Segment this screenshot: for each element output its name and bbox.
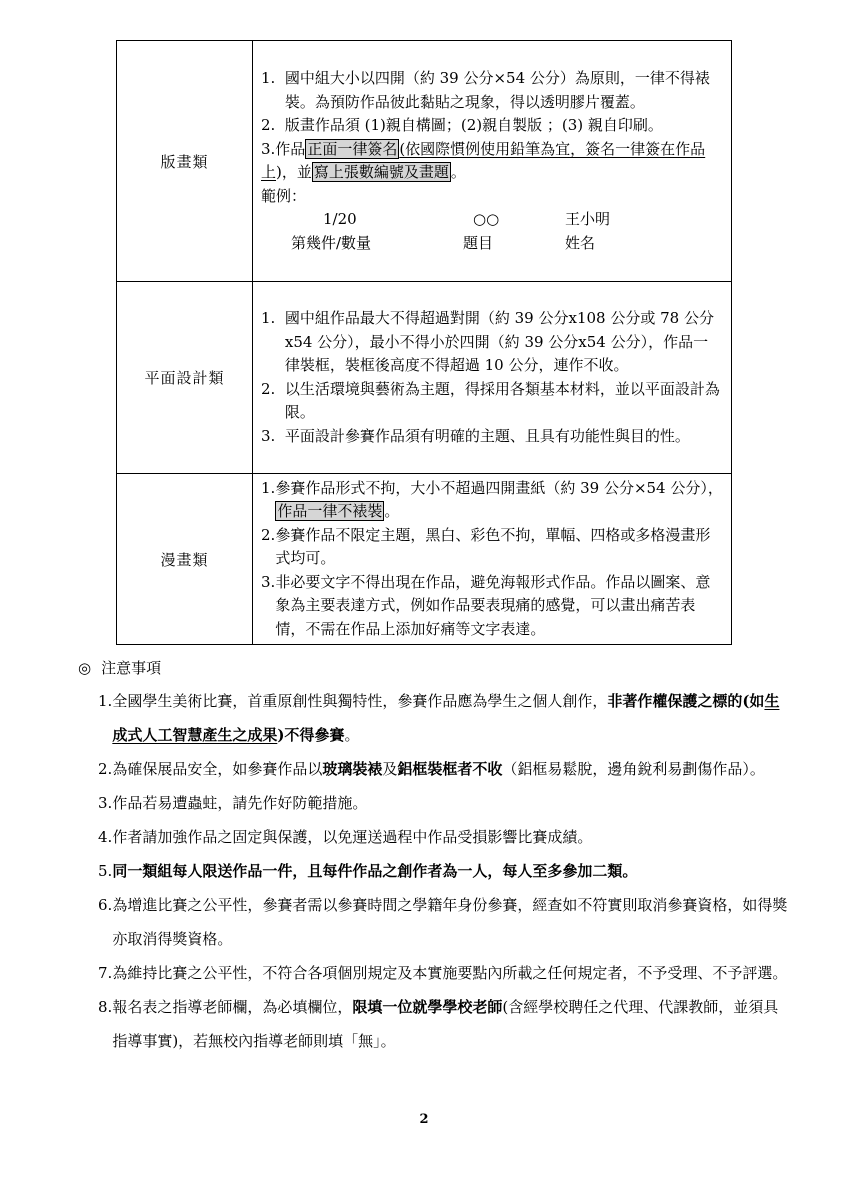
notes-list <box>98 684 788 1058</box>
note-6: 6. 為增進比賽之公平性，參賽者需以參賽時間之學籍年身份參賽，經查如不符實則取消參賽資格，如得獎亦取消得獎資格。 <box>98 896 788 948</box>
no-mounting-highlight: 作品一律不裱裝 <box>277 502 383 521</box>
example-values: 1/20 ○○ 王小明 <box>323 210 611 228</box>
comic-category: 漫畫類 <box>117 474 253 645</box>
notes-heading <box>78 657 161 678</box>
comic-rule-1: 1. 參賽作品形式不拘，大小不超過四開畫紙（約 39 公分×54 公分），作品一律不裱裝 。 <box>261 478 723 521</box>
note-7: 7. 為維持比賽之公平性，不符合各項個別規定及本實施要點內所載之任何規定者，不予受理、不予評選。 <box>98 964 788 982</box>
note-4: 4. 作者請加強作品之固定與保護，以免運送過程中作品受損影響比賽成績。 <box>98 828 593 846</box>
graphic-rule-1: 1. 國中組作品最大不得超過對開（約 39 公分x108 公分或 78 公分x54 公分），最小不得小於四開（約 39 公分x54 公分），作品一律裝框，裝框後高度不得超過 10 公分，連作不收。 <box>261 309 714 374</box>
example-label: 範例： <box>261 186 307 205</box>
rules-table <box>116 40 732 645</box>
example-labels: 第幾件/數量 題目 姓名 <box>291 233 596 252</box>
note-1: 1. 全國學生美術比賽，首重原創性與獨特性，參賽作品應為學生之個人創作，非著作權保護之標的(如生成式人工智慧產生之成果)不得參賽。 <box>98 692 780 744</box>
graphic-rule-3: 3. 平面設計參賽作品須有明確的主題、且具有功能性與目的性。 <box>261 426 690 445</box>
note-8: 8. 報名表之指導老師欄，為必填欄位，限填一位就學學校老師(含經學校聘任之代理、代課教師，並須具指導事實)，若無校內指導老師則填「無」。 <box>98 998 779 1050</box>
comic-rule-2: 2. 參賽作品不限定主題，黑白、彩色不拘，單幅、四格或多格漫畫形式均可。 <box>261 525 711 568</box>
note-2: 2. 為確保展品安全，如參賽作品以玻璃裝裱及鋁框裝框者不收（鋁框易鬆脫，邊角銳利易劃傷作品）。 <box>98 760 765 778</box>
numbering-highlight: 寫上張數編號及畫題 <box>313 163 449 181</box>
print-rule-2: 2. 版畫作品須 (1)親自構圖；(2)親自製版 ；(3) 親自印刷。 <box>261 116 663 134</box>
print-row <box>117 41 732 282</box>
print-category: 版畫類 <box>117 41 253 282</box>
notes-title: 注意事項 <box>101 659 162 677</box>
print-rule-1: 1. 國中組大小以四開（約 39 公分×54 公分）為原則，一律不得裱裝。為預防作品彼此黏貼之現象，得以透明膠片覆蓋。 <box>261 69 710 111</box>
comic-rule-3: 3. 非必要文字不得出現在作品，避免海報形式作品。作品以圖案、意象為主要表達方式，例如作品要表現痛的感覺，可以畫出痛苦表情，不需在作品上添加好痛等文字表達。 <box>261 572 711 638</box>
pencil-note: (依國際慣例使用鉛筆為宜，簽名一律簽在作品上 <box>261 139 706 181</box>
page-number: 2 <box>419 1112 429 1127</box>
note-3: 3. 作品若易遭蟲蛀，請先作好防範措施。 <box>98 794 368 812</box>
comic-row <box>117 474 732 645</box>
signature-highlight: 正面一律簽名 <box>307 139 398 158</box>
graphic-rules <box>253 282 732 474</box>
print-rules <box>253 41 732 282</box>
graphic-category: 平面設計類 <box>117 282 253 474</box>
comic-rules <box>253 474 732 645</box>
print-rule-3: 3.作品 正面一律簽名 (依國際慣例使用鉛筆為宜，簽名一律簽在作品上)，並 寫上張數編號及畫題 。 <box>261 139 706 181</box>
circle-bullet-icon: ◎ <box>78 658 92 677</box>
graphic-rule-2: 2. 以生活環境與藝術為主題，得採用各類基本材料，並以平面設計為限。 <box>261 379 720 421</box>
graphic-row <box>117 282 732 474</box>
note-5: 5. 同一類組每人限送作品一件，且每件作品之創作者為一人，每人至多參加二類。 <box>98 862 638 880</box>
